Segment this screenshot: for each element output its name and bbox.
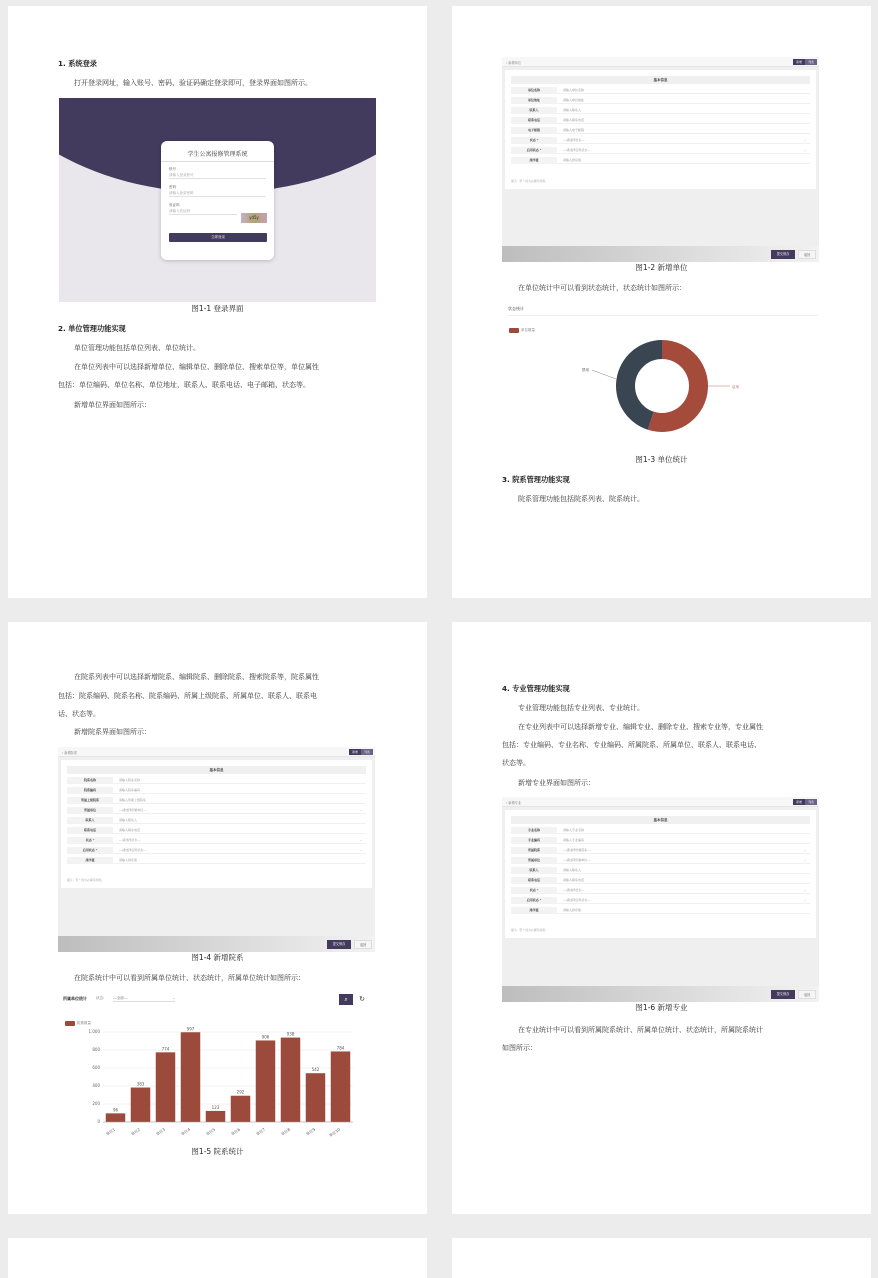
form-row-select[interactable]: ---请选择状态--- <box>563 888 585 892</box>
form-row-input[interactable]: 请输入院系编码 <box>119 788 141 792</box>
tab-list-button[interactable]: 列表 <box>361 749 373 755</box>
form-row <box>511 116 810 124</box>
form-row-label: 状态 * <box>511 887 557 894</box>
form-row <box>67 806 366 814</box>
x-tick-label: 单位4 <box>180 1126 192 1137</box>
bar-value-label: 938 <box>286 1031 295 1037</box>
form-row <box>511 836 810 844</box>
figure-1-3-caption: 图1-3 单位统计 <box>635 455 688 464</box>
form-footer <box>58 936 375 952</box>
form-row-label: 院系编码 <box>67 787 113 794</box>
figure-1-4-caption: 图1-4 新增院系 <box>191 953 244 962</box>
login-system-title: 学生公寓报修管理系统 <box>187 151 248 158</box>
section-3-heading: 3. 院系管理功能实现 <box>502 475 570 484</box>
page4-paragraph-3: 新增专业界面如图所示： <box>518 779 595 787</box>
y-tick-label: 1,000 <box>88 1029 100 1035</box>
refresh-button[interactable] <box>356 994 368 1005</box>
form-row-label: 单位地址 <box>511 97 557 104</box>
tab-add-button[interactable]: 新增 <box>793 799 805 805</box>
bar <box>156 1052 176 1122</box>
form-row-label: 所属单位 <box>511 857 557 864</box>
form-row-select[interactable]: ---请选择启用状态--- <box>563 148 591 152</box>
form-row <box>511 96 810 104</box>
chevron-down-icon: ⌄ <box>803 888 806 892</box>
tab-list-button[interactable]: 列表 <box>805 799 817 805</box>
form-row-input[interactable]: 请输入联系人 <box>119 818 138 822</box>
form-row-label: 排序值 <box>511 907 557 914</box>
form-footer <box>502 246 819 262</box>
section-3-paragraph: 院系管理功能包括院系列表、院系统计。 <box>518 495 644 503</box>
bar-chart-title: 所属单位统计 <box>63 996 87 1001</box>
form-row <box>511 866 810 874</box>
form-row-input[interactable]: 请输入专业名称 <box>563 828 585 832</box>
bar-value-label: 997 <box>186 1026 195 1032</box>
breadcrumb: ‹ 新增院系 <box>58 747 375 757</box>
y-tick-label: 200 <box>92 1101 100 1107</box>
form-row-select[interactable]: ---请选择状态--- <box>563 138 585 142</box>
form-row-input[interactable]: 请输入电子邮箱 <box>563 128 585 132</box>
document-page-2 <box>452 6 871 598</box>
form-row-input[interactable]: 请输入联系人 <box>563 108 582 112</box>
form-row <box>511 106 810 114</box>
bar <box>106 1113 126 1122</box>
bar-chart <box>63 1022 363 1152</box>
chevron-down-icon: ⌄ <box>803 858 806 862</box>
chevron-down-icon: ⌄ <box>359 808 362 812</box>
section-2-paragraph-2a: 在单位列表中可以选择新增单位、编辑单位、删除单位、搜索单位等，单位属性 <box>74 363 319 371</box>
form-row-label: 专业名称 <box>511 827 557 834</box>
page3-paragraph-2: 新增院系界面如图所示： <box>74 728 151 736</box>
form-row <box>511 906 810 914</box>
form-row-select[interactable]: ---请选择启用状态--- <box>119 848 147 852</box>
page4-paragraph-4b: 如图所示： <box>502 1044 537 1052</box>
form-header: 基本信息 <box>511 816 810 824</box>
x-tick-label: 单位5 <box>205 1126 217 1137</box>
form-row <box>511 826 810 834</box>
bar <box>131 1088 151 1122</box>
form-panel <box>61 760 372 888</box>
page2-paragraph-1: 在单位统计中可以看到状态统计，状态统计如图所示： <box>518 284 686 292</box>
page4-paragraph-2b: 包括：专业编码、专业名称、专业编码、所属院系、所属单位、联系人、联系电话、 <box>502 741 761 749</box>
bar-legend-text: 院系数量 <box>77 1021 91 1025</box>
form-row <box>511 146 810 154</box>
form-note: 提示：带 * 的为必填写的项。 <box>67 878 104 882</box>
form-row-select[interactable]: ---请选择所属院系--- <box>563 848 591 852</box>
y-tick-label: 0 <box>97 1119 100 1125</box>
section-2-paragraph-1: 单位管理功能包括单位列表、单位统计。 <box>74 344 200 352</box>
form-row-label: 排序值 <box>511 157 557 164</box>
donut-chart <box>582 331 742 441</box>
form-row-label: 所属院系 <box>511 847 557 854</box>
form-row <box>67 826 366 834</box>
chevron-down-icon: ⌄ <box>172 996 175 1000</box>
donut-title-divider <box>508 315 818 316</box>
section-1-heading: 1. 系统登录 <box>58 59 97 68</box>
password-input[interactable]: 请输入登录密码 <box>169 189 266 197</box>
add-major-screenshot <box>502 797 819 1002</box>
form-row-select[interactable]: ---请选择启用状态--- <box>563 898 591 902</box>
bar-value-label: 96 <box>112 1107 119 1113</box>
form-row-input[interactable]: 请输入联系人 <box>563 868 582 872</box>
form-row-input[interactable]: 请输入排序值 <box>563 908 582 912</box>
form-row-select[interactable]: ---请选择状态--- <box>119 838 141 842</box>
save-button[interactable]: 提交保存 <box>771 250 795 259</box>
search-button[interactable] <box>339 994 353 1005</box>
form-row-input[interactable]: 请输入院系名称 <box>119 778 141 782</box>
form-row-select[interactable]: ---请选择所属单位--- <box>119 808 147 812</box>
page3-paragraph-1c: 话、状态等。 <box>58 710 100 718</box>
breadcrumb-text: 新增专业 <box>508 801 522 805</box>
form-row <box>511 136 810 144</box>
bar-value-label: 383 <box>136 1081 145 1087</box>
section-2-paragraph-3: 新增单位界面如图所示： <box>74 401 151 409</box>
form-row-label: 专业编码 <box>511 837 557 844</box>
tab-add-button[interactable]: 新增 <box>793 59 805 65</box>
x-tick-label: 单位9 <box>305 1126 317 1137</box>
page4-paragraph-2a: 在专业列表中可以选择新增专业、编辑专业、删除专业、搜索专业等，专业属性 <box>518 723 763 731</box>
form-row <box>67 796 366 804</box>
captcha-image[interactable]: yd5y <box>241 213 267 223</box>
form-panel <box>505 70 816 189</box>
bar-value-label: 784 <box>336 1045 345 1051</box>
bar <box>281 1038 301 1122</box>
search-icon: ⌕ <box>344 996 348 1003</box>
bar <box>256 1040 276 1122</box>
form-row-input[interactable]: 请输入排序值 <box>119 858 138 862</box>
breadcrumb: ‹ 新增单位 <box>502 57 819 67</box>
add-department-screenshot <box>58 747 375 952</box>
page4-paragraph-1: 专业管理功能包括专业列表、专业统计。 <box>518 704 644 712</box>
form-row-label: 联系电话 <box>67 827 113 834</box>
bar-value-label: 542 <box>311 1067 320 1073</box>
form-row <box>67 836 366 844</box>
donut-legend-text: 单位数量 <box>521 328 535 332</box>
form-row-label: 排序值 <box>67 857 113 864</box>
form-row-label: 启用状态 * <box>67 847 113 854</box>
chevron-down-icon: ⌄ <box>359 848 362 852</box>
breadcrumb: ‹ 新增专业 <box>502 797 819 807</box>
captcha-input[interactable]: 请输入验证码 <box>169 207 237 215</box>
donut-chart-title: 状态统计 <box>508 306 524 311</box>
form-row <box>511 856 810 864</box>
form-row <box>511 156 810 164</box>
status-filter-select[interactable] <box>113 994 175 1002</box>
form-row-label: 联系人 <box>511 107 557 114</box>
chevron-down-icon: ⌄ <box>803 138 806 142</box>
bar-value-label: 292 <box>236 1089 245 1095</box>
section-2-paragraph-2b: 包括：单位编码、单位名称、单位地址、联系人、联系电话、电子邮箱、状态等。 <box>58 381 310 389</box>
form-row-label: 启用状态 * <box>511 897 557 904</box>
form-row <box>67 856 366 864</box>
add-unit-screenshot <box>502 57 819 262</box>
tab-add-button[interactable]: 新增 <box>349 749 361 755</box>
figure-1-5-caption: 图1-5 院系统计 <box>191 1147 244 1156</box>
form-row <box>67 816 366 824</box>
x-tick-label: 单位1 <box>105 1126 117 1137</box>
document-page-5 <box>8 1238 427 1278</box>
donut-label-right: 启用 <box>732 385 739 389</box>
donut-label-left: 禁用 <box>582 368 589 372</box>
x-tick-label: 单位8 <box>280 1126 292 1137</box>
form-row-input[interactable]: 请输入所属上级院系 <box>119 798 147 802</box>
form-row-input[interactable]: 请输入联系电话 <box>563 878 585 882</box>
chevron-down-icon: ⌄ <box>803 848 806 852</box>
form-row <box>511 876 810 884</box>
y-tick-label: 800 <box>92 1047 100 1053</box>
status-filter-value: ---全部--- <box>113 996 128 1000</box>
bar <box>181 1032 201 1122</box>
password-label: 密码 <box>169 185 176 189</box>
bar-value-label: 906 <box>261 1034 270 1040</box>
form-row-select[interactable]: ---请选择所属单位--- <box>563 858 591 862</box>
save-button[interactable]: 提交保存 <box>327 940 351 949</box>
form-row <box>67 776 366 784</box>
form-row-label: 启用状态 * <box>511 147 557 154</box>
page3-paragraph-1a: 在院系列表中可以选择新增院系、编辑院系、删除院系、搜索院系等，院系属性 <box>74 673 319 681</box>
form-row <box>511 846 810 854</box>
breadcrumb-text: 新增院系 <box>64 751 78 755</box>
bar <box>331 1051 351 1122</box>
figure-1-2-caption: 图1-2 新增单位 <box>635 263 688 272</box>
back-button[interactable]: 返回 <box>354 940 372 949</box>
form-row <box>511 896 810 904</box>
y-tick-label: 400 <box>92 1083 100 1089</box>
bar <box>231 1096 251 1122</box>
bar <box>206 1111 226 1122</box>
document-page-4 <box>452 622 871 1214</box>
status-filter-label: 状态: <box>96 996 105 1000</box>
donut-leader-left <box>592 370 616 379</box>
form-panel <box>505 810 816 938</box>
back-button[interactable]: 返回 <box>798 250 816 259</box>
document-page-3 <box>8 622 427 1214</box>
page3-paragraph-3: 在院系统计中可以看到所属单位统计、状态统计，所属单位统计如图所示： <box>74 974 305 982</box>
section-2-heading: 2. 单位管理功能实现 <box>58 324 126 333</box>
account-input[interactable]: 请输入登录账号 <box>169 171 266 179</box>
form-row-label: 联系人 <box>67 817 113 824</box>
form-row-label: 联系电话 <box>511 117 557 124</box>
x-tick-label: 单位2 <box>130 1126 142 1137</box>
form-row-input[interactable]: 请输入排序值 <box>563 158 582 162</box>
donut-legend <box>509 320 535 339</box>
form-row <box>511 86 810 94</box>
bar <box>306 1073 326 1122</box>
section-1-paragraph: 打开登录网址，输入账号、密码、验证码确定登录即可，登录界面如图所示。 <box>74 79 312 87</box>
form-row <box>67 786 366 794</box>
login-button[interactable]: 立即登录 <box>169 233 267 242</box>
form-header: 基本信息 <box>511 76 810 84</box>
bar-value-label: 123 <box>211 1104 220 1110</box>
bar-value-label: 774 <box>161 1046 170 1052</box>
form-header: 基本信息 <box>67 766 366 774</box>
form-row-input[interactable]: 请输入单位名称 <box>563 88 585 92</box>
account-label: 账号 <box>169 167 176 171</box>
form-row-label: 所属单位 <box>67 807 113 814</box>
form-footer <box>502 986 819 1002</box>
form-row-label: 电子邮箱 <box>511 127 557 134</box>
chevron-down-icon: ⌄ <box>803 148 806 152</box>
page3-paragraph-1b: 包括：院系编码、院系名称、院系编码、所属上级院系、所属单位、联系人、联系电 <box>58 692 317 700</box>
page4-paragraph-4a: 在专业统计中可以看到所属院系统计、所属单位统计、状态统计，所属院系统计 <box>518 1026 763 1034</box>
chevron-down-icon: ⌄ <box>359 838 362 842</box>
document-page-6 <box>452 1238 871 1278</box>
form-row-label: 单位名称 <box>511 87 557 94</box>
captcha-label: 验证码 <box>169 203 180 207</box>
form-row-label: 状态 * <box>511 137 557 144</box>
breadcrumb-text: 新增单位 <box>508 61 522 65</box>
form-row-input[interactable]: 请输入单位地址 <box>563 98 585 102</box>
refresh-icon: ↻ <box>359 995 365 1003</box>
form-row-input[interactable]: 请输入专业编码 <box>563 838 585 842</box>
save-button[interactable]: 提交保存 <box>771 990 795 999</box>
x-tick-label: 单位6 <box>230 1126 242 1137</box>
form-row <box>67 846 366 854</box>
form-row-label: 院系名称 <box>67 777 113 784</box>
form-row-input[interactable]: 请输入联系电话 <box>563 118 585 122</box>
form-row-input[interactable]: 请输入联系电话 <box>119 828 141 832</box>
back-button[interactable]: 返回 <box>798 990 816 999</box>
tab-list-button[interactable]: 列表 <box>805 59 817 65</box>
login-divider <box>161 161 274 162</box>
figure-1-6-caption: 图1-6 新增专业 <box>635 1003 688 1012</box>
form-row-label: 所属上级院系 <box>67 797 113 804</box>
login-card <box>161 141 274 260</box>
form-row <box>511 126 810 134</box>
chevron-down-icon: ⌄ <box>803 898 806 902</box>
section-4-heading: 4. 专业管理功能实现 <box>502 684 570 693</box>
x-tick-label: 单位7 <box>255 1126 267 1137</box>
document-page-1 <box>8 6 427 598</box>
figure-1-1-caption: 图1-1 登录界面 <box>191 304 244 313</box>
x-tick-label: 单位3 <box>155 1126 167 1137</box>
form-note: 提示：带 * 的为必填写的项。 <box>511 928 548 932</box>
y-tick-label: 600 <box>92 1065 100 1071</box>
form-row-label: 联系电话 <box>511 877 557 884</box>
login-screenshot <box>59 98 376 302</box>
x-tick-label: 单位10 <box>328 1126 342 1138</box>
page4-paragraph-2c: 状态等。 <box>502 759 530 767</box>
form-row <box>511 886 810 894</box>
form-note: 提示：带 * 的为必填写的项。 <box>511 179 548 183</box>
form-row-label: 联系人 <box>511 867 557 874</box>
donut-legend-swatch <box>509 328 519 333</box>
form-row-label: 状态 * <box>67 837 113 844</box>
